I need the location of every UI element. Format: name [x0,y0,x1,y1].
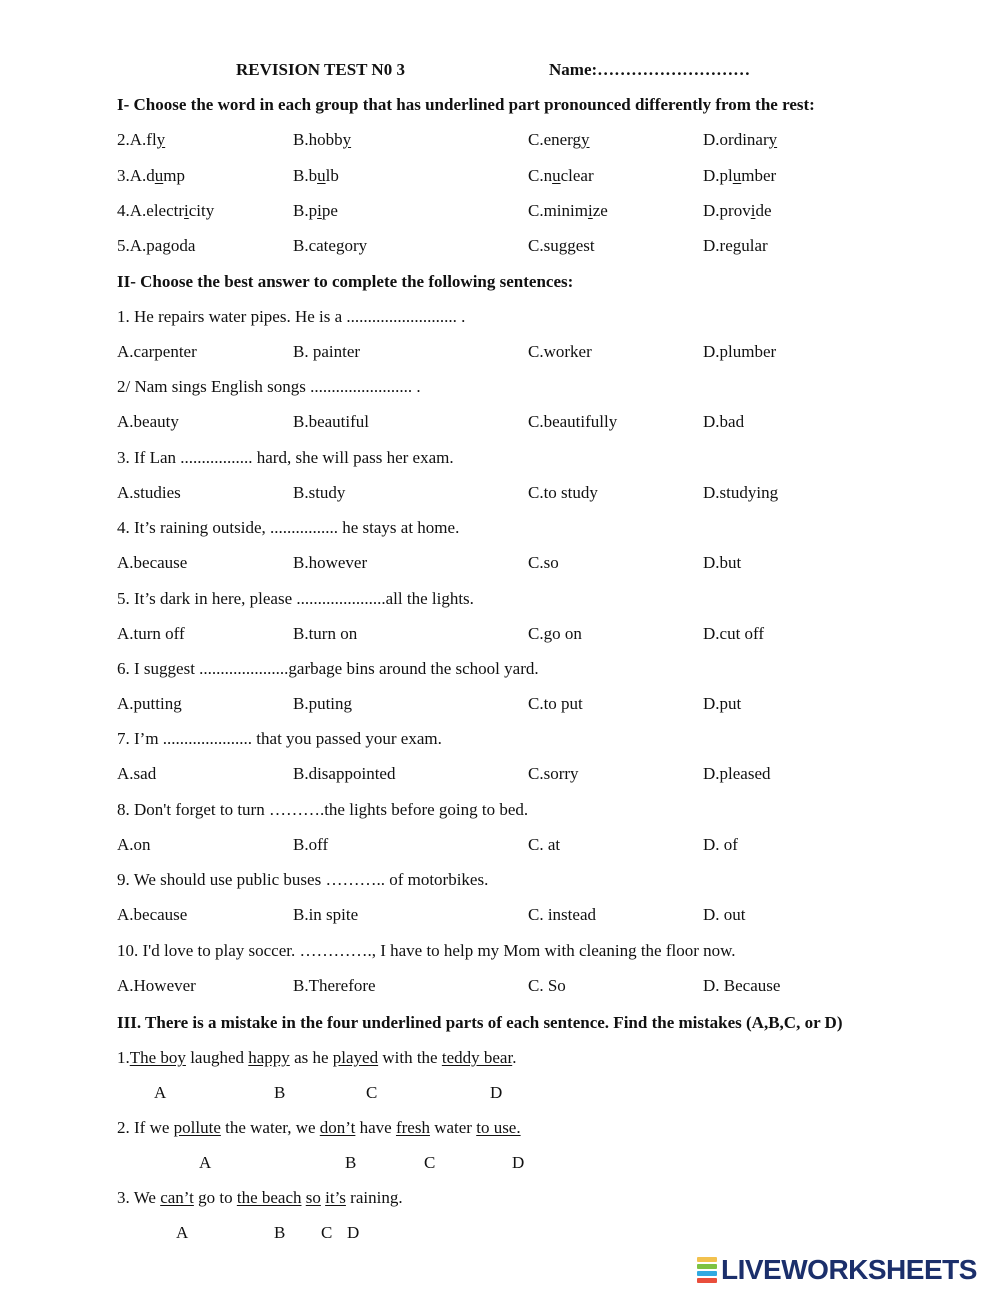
question-9-text: 9. We should use public buses ……….. of motorbikes. [117,870,489,889]
underlined-part-b: don’t [319,1118,356,1137]
answer-letters-2 [0,1153,525,1175]
option-c[interactable]: C. So [528,976,566,995]
liveworksheets-logo [697,1255,977,1285]
mistake-sentence-3: 3. We can’t go to the beach so it’s raining. [117,1188,403,1207]
underlined-part-d: it’s [325,1188,346,1207]
option-a[interactable]: A.However [117,976,196,995]
letter-c: C [366,1083,378,1102]
pronunciation-question-2 [117,130,917,152]
option-b: B.pipe [293,201,338,220]
option-d: D.plumber [703,166,777,185]
option-a[interactable]: A.because [117,553,188,572]
option-a[interactable]: A.putting [117,694,182,713]
option-b[interactable]: B.disappointed [293,764,396,783]
underlined-sound: y [342,130,352,149]
option-a: 3.A.dump [117,166,186,185]
liveworksheets-icon [697,1257,717,1283]
option-b[interactable]: B.in spite [293,905,359,924]
option-c[interactable]: C.so [528,553,559,572]
option-c: C.suggest [528,236,595,255]
option-b: B.hobby [293,130,352,149]
option-c[interactable]: C.sorry [528,764,579,783]
question-2-options [117,412,917,434]
underlined-sound: g [335,236,345,255]
question-2-text: 2/ Nam sings English songs ........................ . [117,377,421,396]
underlined-sound: g [162,236,171,255]
underlined-sound: u [317,166,326,185]
letter-d: D [512,1153,525,1172]
question-1-options [117,342,917,364]
option-d[interactable]: D.bad [703,412,745,431]
option-a: 4.A.electricity [117,201,215,220]
option-d[interactable]: D.but [703,553,742,572]
section1-heading: I- Choose the word in each group that has underlined part pronounced differently from the rest: [117,95,815,114]
option-b[interactable]: B. painter [293,342,361,361]
option-b[interactable]: B.turn on [293,624,358,643]
question-4-text: 4. It’s raining outside, ................ he stays at home. [117,518,460,537]
underlined-part-d: to use. [476,1118,521,1137]
letter-d: D [347,1223,360,1242]
underlined-part-b: the beach [236,1188,302,1207]
underlined-part-d: teddy bear [441,1048,513,1067]
letter-a: A [176,1223,189,1242]
underlined-sound: i [317,201,322,220]
option-b[interactable]: B.puting [293,694,353,713]
option-a: 5.A.pagoda [117,236,196,255]
option-b: B.category [293,236,368,255]
option-d: D.ordinary [703,130,778,149]
option-a: 2.A.fly [117,130,166,149]
underlined-part-c: so [305,1188,321,1207]
question-10-options [117,976,917,998]
underlined-part-a: can’t [160,1188,194,1207]
underlined-sound: u [552,166,561,185]
option-c[interactable]: C.worker [528,342,592,361]
question-4-options [117,553,917,575]
underlined-sound: g [732,236,742,255]
option-d[interactable]: D. out [703,905,746,924]
option-b[interactable]: B.Therefore [293,976,376,995]
pronunciation-question-4 [117,201,917,223]
option-a[interactable]: A.turn off [117,624,185,643]
option-a[interactable]: A.beauty [117,412,179,431]
option-d: D.provide [703,201,772,220]
option-a[interactable]: A.carpenter [117,342,197,361]
underlined-part-c: played [332,1048,379,1067]
option-b[interactable]: B.study [293,483,346,502]
underlined-sound: g [558,236,568,255]
underlined-sound: u [732,166,742,185]
question-3-text: 3. If Lan ................. hard, she will pass her exam. [117,448,454,467]
option-b[interactable]: B.however [293,553,368,572]
option-c[interactable]: C.to study [528,483,598,502]
answer-letters-3 [0,1223,500,1245]
question-10-text: 10. I'd love to play soccer. …………., I have to help my Mom with cleaning the floor now. [117,941,736,960]
question-7-text: 7. I’m ..................... that you passed your exam. [117,729,442,748]
underlined-part-c: fresh [395,1118,430,1137]
option-a[interactable]: A.because [117,905,188,924]
option-c: C.minimize [528,201,608,220]
section2-heading: II- Choose the best answer to complete the following sentences: [117,272,574,291]
underlined-part-a: pollute [173,1118,221,1137]
option-d[interactable]: D.pleased [703,764,771,783]
mistake-sentence-2: 2. If we pollute the water, we don’t have fresh water to use. [117,1118,521,1137]
option-a[interactable]: A.studies [117,483,181,502]
option-a[interactable]: A.on [117,835,151,854]
question-6-text: 6. I suggest .....................garbage bins around the school yard. [117,659,539,678]
question-9-options [117,905,917,927]
option-c[interactable]: C. at [528,835,561,854]
option-b[interactable]: B.beautiful [293,412,370,431]
question-5-text: 5. It’s dark in here, please .....................all the lights. [117,589,474,608]
option-c[interactable]: C.go on [528,624,582,643]
letter-b: B [345,1153,357,1172]
option-d[interactable]: D.studying [703,483,779,502]
letter-a: A [154,1083,167,1102]
letter-d: D [490,1083,503,1102]
option-d[interactable]: D.cut off [703,624,765,643]
option-a[interactable]: A.sad [117,764,157,783]
letter-b: B [274,1223,286,1242]
underlined-sound: y [581,130,590,149]
option-c: C.energy [528,130,590,149]
pronunciation-question-5 [117,236,917,258]
underlined-sound: i [750,201,756,220]
option-d[interactable]: D.put [703,694,742,713]
question-3-options [117,483,917,505]
mistake-sentence-1: 1.The boy laughed happy as he played with the teddy bear. [117,1048,517,1067]
option-d[interactable]: D. of [703,835,738,854]
section3-heading: III. There is a mistake in the four underlined parts of each sentence. Find the mistakes (A,B,C, or D) [117,1013,843,1032]
underlined-sound: y [768,130,778,149]
letter-a: A [199,1153,212,1172]
underlined-part-b: happy [248,1048,290,1067]
question-5-options [117,624,917,646]
answer-letters-1 [0,1083,503,1105]
question-1-text: 1. He repairs water pipes. He is a .......................... . [117,307,466,326]
underlined-sound: i [184,201,189,220]
option-d: D.regular [703,236,768,255]
underlined-part-a: The boy [129,1048,186,1067]
underlined-sound: u [154,166,164,185]
question-8-text: 8. Don't forget to turn ……….the lights before going to bed. [117,800,529,819]
option-b[interactable]: B.off [293,835,329,854]
letter-c: C [424,1153,436,1172]
underlined-sound: i [587,201,593,220]
question-7-options [117,764,917,786]
option-d[interactable]: D.plumber [703,342,777,361]
letter-b: B [274,1083,286,1102]
option-c[interactable]: C.beautifully [528,412,618,431]
test-title: REVISION TEST N0 3 [236,60,405,79]
name-field-label: Name:……………………… [549,60,751,79]
option-c: C.nuclear [528,166,594,185]
question-6-options [117,694,917,716]
option-c[interactable]: C.to put [528,694,583,713]
underlined-sound: y [156,130,166,149]
pronunciation-question-3 [117,166,917,188]
liveworksheets-wordmark: LIVEWORKSHEETS [721,1254,977,1285]
option-b: B.bulb [293,166,339,185]
question-8-options [117,835,917,857]
option-c[interactable]: C. instead [528,905,596,924]
option-d[interactable]: D. Because [703,976,781,995]
letter-c: C [321,1223,333,1242]
